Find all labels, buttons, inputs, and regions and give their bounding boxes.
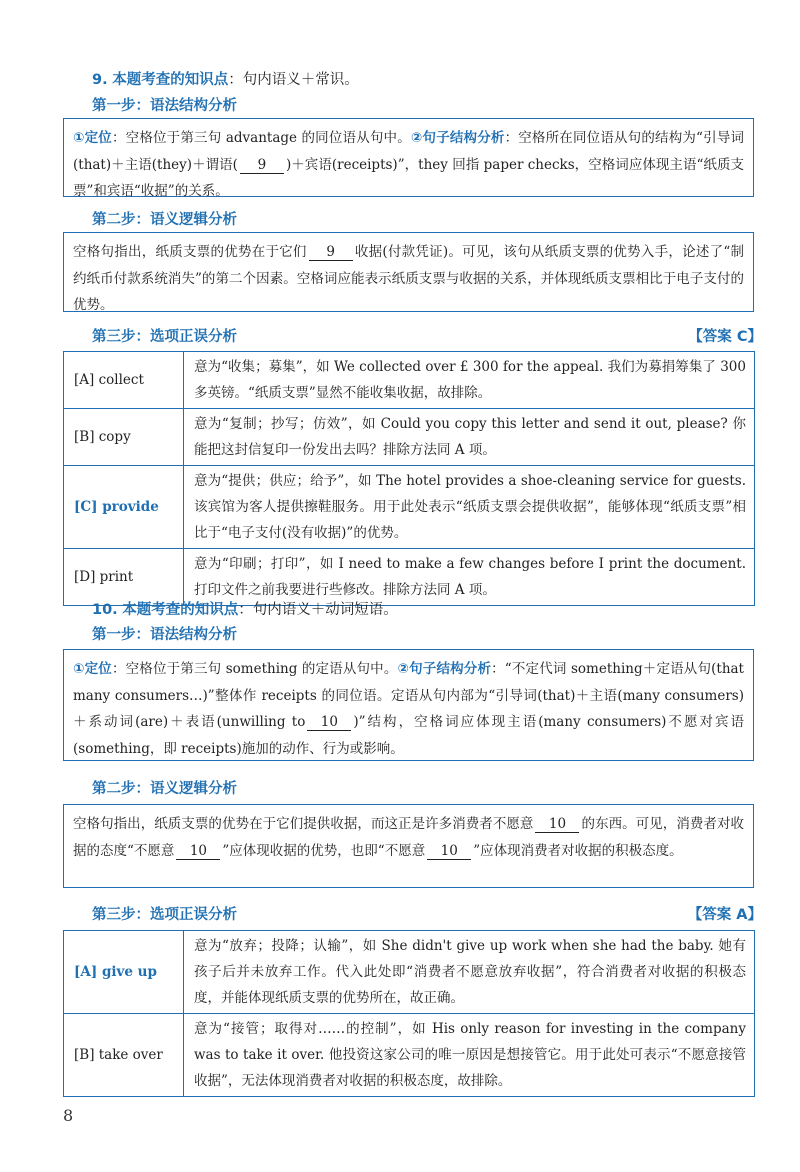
q9-locate-label: ①定位 <box>73 130 112 146</box>
option-label-correct: [A] give up <box>64 931 184 1014</box>
q10-option-b <box>64 1014 755 1097</box>
option-label: [A] collect <box>64 352 184 409</box>
q10-step1-text3: )”结构，空格词应体现主语(many consumers)不愿对宾语(something，即 receipts)施加的动作、行为或影响。 <box>73 714 744 757</box>
q10-step1-text2: ：“不定代词 something＋定语从句(that many consumers…)”整体作 receipts 的同位语。定语从句内部为“引导词(that)＋主语(many consumers)＋系动词(are)＋表语(unwilling to <box>73 661 744 730</box>
q10-step2-blank-2: 10 <box>176 843 220 860</box>
q10-step1-text1: ：空格位于第三句 something 的定语从句中。 <box>111 661 398 677</box>
option-label-correct: [C] provide <box>64 466 184 549</box>
q9-options-table <box>63 351 755 606</box>
option-label: [B] copy <box>64 409 184 466</box>
q9-step1-box <box>63 118 754 197</box>
q9-option-d <box>64 549 755 606</box>
q10-step3-title: 第三步：选项正误分析 <box>92 907 237 923</box>
q10-answer: 【答案 A】 <box>687 907 762 923</box>
q9-step1-text3: )＋宾语(receipts)”，they 回指 paper checks，空格词应体现主语“纸质支票”和宾语“收据”的关系。 <box>73 156 744 199</box>
q9-structure-label: ②句子结构分析 <box>410 130 505 146</box>
option-explanation: 意为“放弃；投降；认输”，如 She didn't give up work when she had the baby. 她有孩子后并未放弃工作。代入此处即“消费者不愿意放弃收据”，符合消费者对收据的积极态度，并能体现纸质支票的优势所在，故正确。 <box>184 931 755 1014</box>
q9-step2-text2: 收据(付款凭证)。可见，该句从纸质支票的优势入手，论述了“制约纸币付款系统消失”的第二个因素。空格词应能表示纸质支票与收据的关系，并体现纸质支票相比于电子支付的优势。 <box>73 244 745 313</box>
option-explanation: 意为“印刷；打印”，如 I need to make a few changes before I print the document. 打印文件之前我要进行些修改。排除方法同 A 项。 <box>184 549 755 606</box>
q9-step1-text2: ：空格所在同位语从句的结构为“引导词(that)＋主语(they)＋谓语( <box>73 130 744 173</box>
q9-heading <box>92 70 359 90</box>
q10-step2-text2: 的东西。可见，消费者对收据的态度“不愿意 <box>73 816 745 859</box>
option-explanation: 意为“复制；抄写；仿效”，如 Could you copy this letter and send it out, please? 你能把这封信复印一份发出去吗？排除方法同 A 项。 <box>184 409 755 466</box>
q10-step2-text1: 空格句指出，纸质支票的优势在于它们提供收据，而这正是许多消费者不愿意 <box>73 816 534 832</box>
q10-structure-label: ②句子结构分析 <box>397 661 492 677</box>
q9-blank: 9 <box>240 157 284 174</box>
q10-step2-text4: ”应体现消费者对收据的积极态度。 <box>473 842 683 859</box>
option-label: [D] print <box>64 549 184 606</box>
q9-option-c <box>64 466 755 549</box>
q10-number: 10. <box>92 602 118 618</box>
page-number: 8 <box>63 1106 74 1125</box>
q9-kp-label: 本题考查的知识点 <box>112 72 229 88</box>
q10-locate-label: ①定位 <box>73 661 112 677</box>
q10-kp-label: 本题考查的知识点 <box>122 602 239 618</box>
q10-step1-box <box>63 649 754 761</box>
q10-kp-value: ：句内语义＋动词短语。 <box>238 602 398 618</box>
q9-kp-value: ：句内语义＋常识。 <box>228 72 359 88</box>
option-explanation: 意为“提供；供应；给予”，如 The hotel provides a shoe-cleaning service for guests. 该宾馆为客人提供擦鞋服务。用于此处表示“纸质支票会提供收据”，能够体现“纸质支票”相比于“电子支付(没有收据)”的优势。 <box>184 466 755 549</box>
option-explanation: 意为“接管；取得对……的控制”，如 His only reason for investing in the company was to take it over. 他投资这家公司的唯一原因是想接管它。用于此处可表示“不愿意接管收据”，无法体现消费者对收据的积极态度，故排除。 <box>184 1014 755 1097</box>
q9-option-b <box>64 409 755 466</box>
q10-options-table <box>63 930 755 1097</box>
q9-option-a <box>64 352 755 409</box>
option-explanation: 意为“收集；募集”，如 We collected over £ 300 for the appeal. 我们为募捐筹集了 300 多英镑。“纸质支票”显然不能收集收据，故排除。 <box>184 352 755 409</box>
q10-heading <box>92 600 398 620</box>
q10-step2-blank-3: 10 <box>427 843 471 860</box>
q10-step2-text3: ”应体现收据的优势，也即“不愿意 <box>222 842 426 859</box>
q10-blank: 10 <box>307 714 351 731</box>
q9-number: 9. <box>92 72 108 88</box>
q9-answer: 【答案 C】 <box>688 329 762 345</box>
q9-step2-text1: 空格句指出，纸质支票的优势在于它们 <box>73 244 307 260</box>
q10-option-a <box>64 931 755 1014</box>
q9-step2-blank: 9 <box>309 244 353 261</box>
q9-step1-title: 第一步：语法结构分析 <box>92 98 237 114</box>
q9-step1-text1: ：空格位于第三句 advantage 的同位语从句中。 <box>111 130 411 146</box>
q9-step2-title: 第二步：语义逻辑分析 <box>92 212 237 228</box>
q10-step2-box <box>63 804 754 888</box>
q10-step2-blank-1: 10 <box>535 816 579 833</box>
q10-step1-title: 第一步：语法结构分析 <box>92 627 237 643</box>
q9-step2-box <box>63 232 754 312</box>
q10-step2-title: 第二步：语义逻辑分析 <box>92 781 237 797</box>
option-label: [B] take over <box>64 1014 184 1097</box>
q9-step3-title: 第三步：选项正误分析 <box>92 329 237 345</box>
